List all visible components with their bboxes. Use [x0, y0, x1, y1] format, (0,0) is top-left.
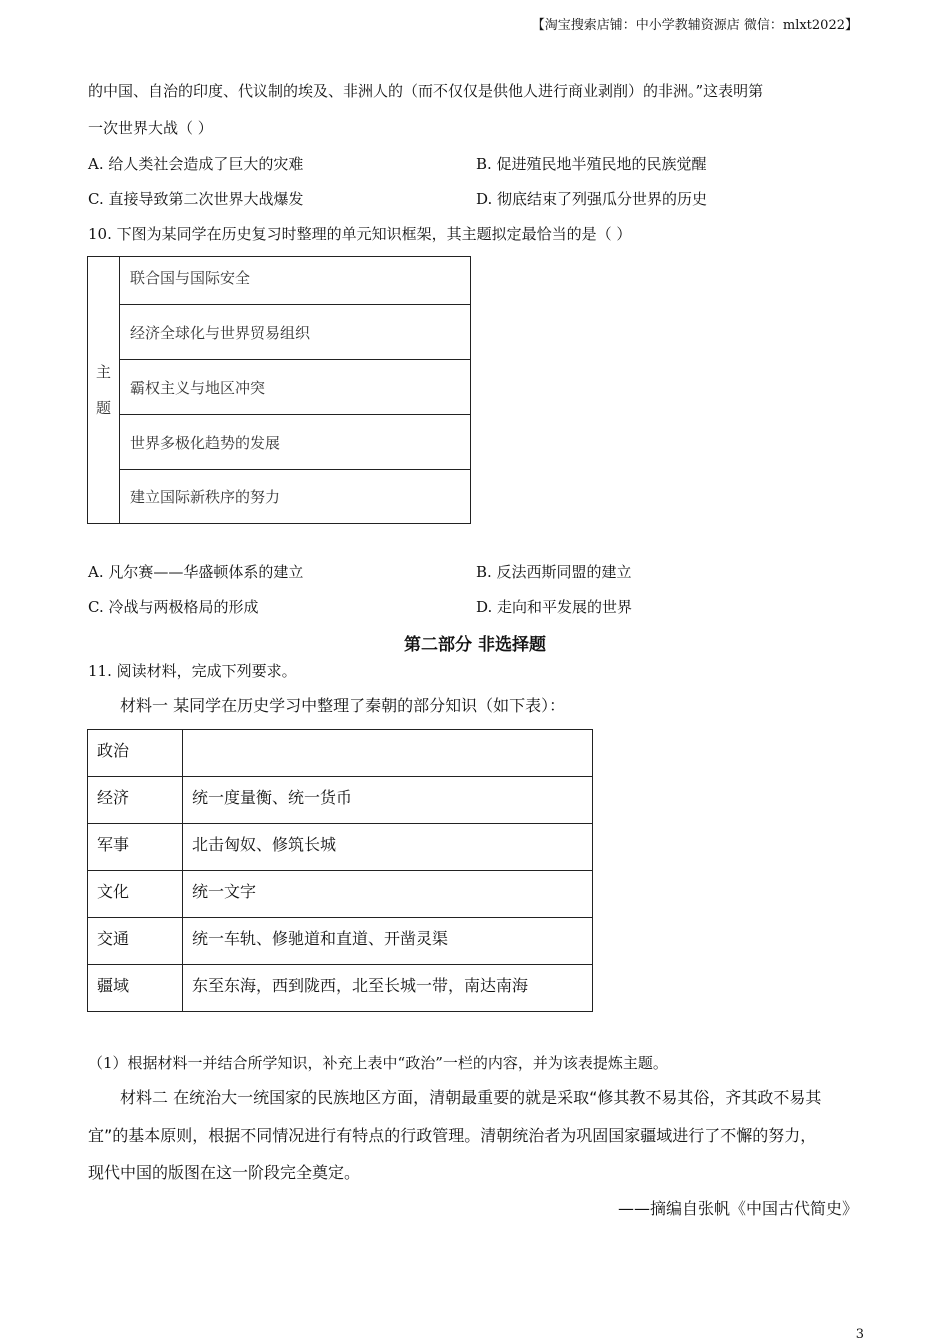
- table-row: [88, 730, 593, 777]
- page-number: 3: [855, 1327, 864, 1342]
- q10-option-d: D. 走向和平发展的世界: [476, 598, 633, 616]
- q10-option-c: C. 冷战与两极格局的形成: [88, 598, 259, 616]
- q9-option-d: D. 彻底结束了列强瓜分世界的历史: [476, 190, 708, 208]
- table-row: [88, 871, 593, 918]
- framework-item: 联合国与国际安全: [120, 257, 471, 305]
- framework-item: 建立国际新秩序的努力: [120, 470, 471, 524]
- framework-item: 霸权主义与地区冲突: [120, 360, 471, 415]
- material2-source: ——摘编自张帆《中国古代简史》: [617, 1199, 858, 1218]
- framework-item: 经济全球化与世界贸易组织: [120, 305, 471, 360]
- framework-topic-label: [88, 257, 120, 524]
- row-value: 统一文字: [183, 871, 593, 918]
- row-value: 统一度量衡、统一货币: [183, 777, 593, 824]
- framework-item: 世界多极化趋势的发展: [120, 415, 471, 470]
- q9-stem-line2: 一次世界大战（ ）: [88, 119, 213, 137]
- q9-option-c: C. 直接导致第二次世界大战爆发: [88, 190, 304, 208]
- row-key: 文化: [88, 871, 183, 918]
- qin-dynasty-table: [87, 729, 593, 1012]
- material1-intro: 材料一 某同学在历史学习中整理了秦朝的部分知识（如下表）：: [120, 696, 566, 715]
- q11-stem: 11. 阅读材料，完成下列要求。: [88, 662, 297, 680]
- row-key: 疆域: [88, 965, 183, 1012]
- table-row: [88, 918, 593, 965]
- q10-option-a: A. 凡尔赛——华盛顿体系的建立: [88, 563, 304, 581]
- topic-char-2: 题: [96, 399, 112, 417]
- row-key: 军事: [88, 824, 183, 871]
- row-value: [183, 730, 593, 777]
- page-header-watermark: 【淘宝搜索店铺：中小学教辅资源店 微信：mlxt2022】: [531, 18, 858, 33]
- row-key: 经济: [88, 777, 183, 824]
- material2-line3: 现代中国的版图在这一阶段完全奠定。: [88, 1163, 361, 1182]
- material2-line1: 材料二 在统治大一统国家的民族地区方面，清朝最重要的就是采取“修其教不易其俗，齐其政不易其: [120, 1088, 822, 1107]
- q11-sub1: （1）根据材料一并结合所学知识，补充上表中“政治”一栏的内容，并为该表提炼主题。: [88, 1054, 668, 1072]
- material2-line2: 宜”的基本原则，根据不同情况进行有特点的行政管理。清朝统治者为巩固国家疆域进行了不懈的努力，: [88, 1126, 817, 1145]
- row-key: 政治: [88, 730, 183, 777]
- q9-option-b: B. 促进殖民地半殖民地的民族觉醒: [476, 155, 707, 173]
- q10-stem: 10. 下图为某同学在历史复习时整理的单元知识框架，其主题拟定最恰当的是（ ）: [88, 225, 632, 243]
- table-row: [88, 777, 593, 824]
- knowledge-framework: [87, 256, 471, 524]
- q10-option-b: B. 反法西斯同盟的建立: [476, 563, 632, 581]
- table-row: [88, 824, 593, 871]
- topic-char-1: 主: [96, 363, 112, 381]
- table-row: [88, 965, 593, 1012]
- q9-option-a: A. 给人类社会造成了巨大的灾难: [88, 155, 304, 173]
- q9-stem-line1: 的中国、自治的印度、代议制的埃及、非洲人的（而不仅仅是供他人进行商业剥削）的非洲。”这表明第: [88, 82, 764, 100]
- row-key: 交通: [88, 918, 183, 965]
- row-value: 东至东海，西到陇西，北至长城一带，南达南海: [183, 965, 593, 1012]
- row-value: 统一车轨、修驰道和直道、开凿灵渠: [183, 918, 593, 965]
- row-value: 北击匈奴、修筑长城: [183, 824, 593, 871]
- part2-heading: 第二部分 非选择题: [404, 635, 546, 655]
